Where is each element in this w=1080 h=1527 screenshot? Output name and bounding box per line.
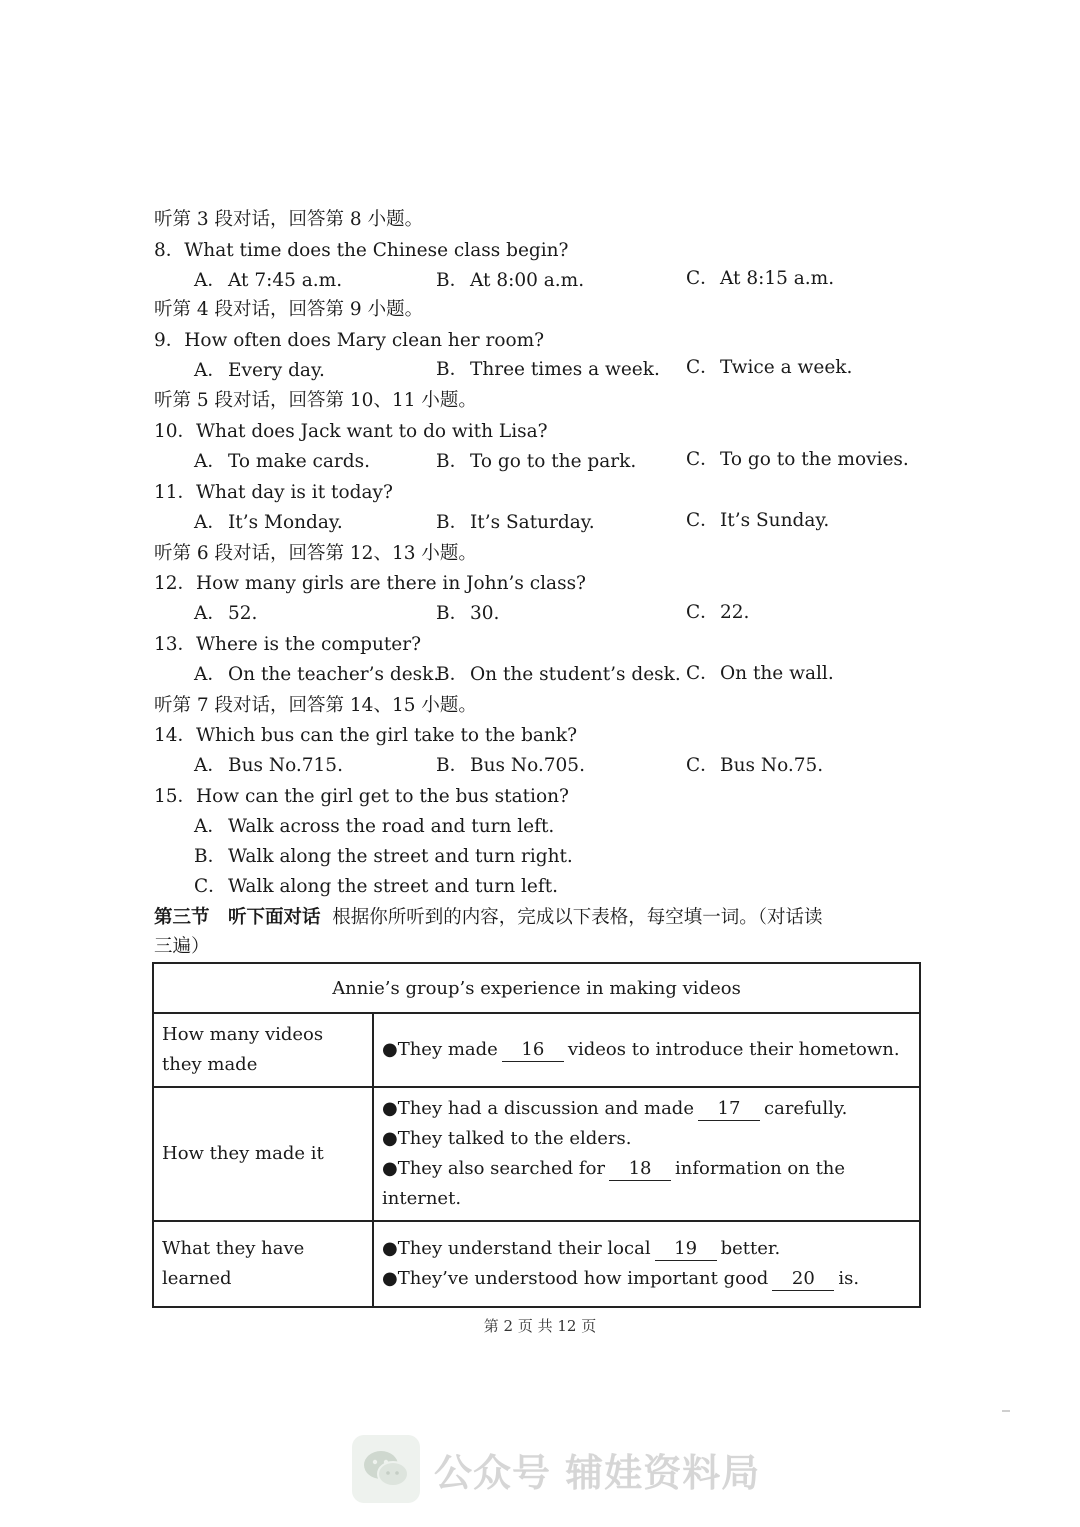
how-made-line-2: ●They talked to the elders. xyxy=(382,1128,632,1149)
question-10: 10．What does Jack want to do with Lisa? xyxy=(154,421,548,442)
part-3-heading xyxy=(154,906,823,930)
answer-blank-19[interactable]: 19 xyxy=(655,1238,717,1261)
row-label-learned: What they have learned xyxy=(153,1221,373,1307)
wechat-icon xyxy=(352,1435,420,1503)
question-14: 14．Which bus can the girl take to the bank? xyxy=(154,725,577,746)
question-8: 8．What time does the Chinese class begin? xyxy=(154,240,569,261)
answer-blank-18[interactable]: 18 xyxy=(609,1158,671,1181)
question-12: 12．How many girls are there in John’s class? xyxy=(154,573,586,594)
q14-option-a: A． Bus No.715. xyxy=(194,755,343,776)
q13-option-c: C．On the wall. xyxy=(686,663,834,684)
row-label-how-made: How they made it xyxy=(153,1087,373,1221)
q14-option-c: C．Bus No.75. xyxy=(686,755,824,776)
q14-option-b: B． Bus No.705. xyxy=(436,755,585,776)
question-9: 9．How often does Mary clean her room? xyxy=(154,330,545,351)
section-4-instruction: 听第 4 段对话，回答第 9 小题。 xyxy=(154,299,424,320)
q12-option-c: C．22. xyxy=(686,602,750,623)
q13-option-a: A． On the teacher’s desk. xyxy=(194,664,440,685)
section-7-instruction: 听第 7 段对话，回答第 14、15 小题。 xyxy=(154,695,477,716)
answer-blank-20[interactable]: 20 xyxy=(772,1268,834,1291)
section-6-instruction: 听第 6 段对话，回答第 12、13 小题。 xyxy=(154,543,477,564)
part-3-instruction: 根据你所听到的内容，完成以下表格，每空填一词。（对话读 xyxy=(332,907,823,928)
q10-option-a: A． To make cards. xyxy=(194,451,370,472)
q8-option-c: C．At 8:15 a.m. xyxy=(686,268,835,289)
table-header: Annie’s group’s experience in making videos xyxy=(153,963,920,1013)
q9-option-a: A． Every day. xyxy=(194,360,325,381)
how-made-line-1: ●They had a discussion and made 17 carefully. xyxy=(382,1098,848,1119)
section-3-instruction: 听第 3 段对话，回答第 8 小题。 xyxy=(154,209,424,230)
section-5-instruction: 听第 5 段对话，回答第 10、11 小题。 xyxy=(154,390,477,411)
page-number: 第 2 页 共 12 页 xyxy=(483,1317,597,1335)
q10-option-c: C．To go to the movies. xyxy=(686,449,909,470)
answer-blank-17[interactable]: 17 xyxy=(698,1098,760,1121)
question-15: 15．How can the girl get to the bus station? xyxy=(154,786,569,807)
q11-option-a: A． It’s Monday. xyxy=(194,512,343,533)
question-13: 13．Where is the computer? xyxy=(154,634,422,655)
q12-option-b: B． 30. xyxy=(436,603,500,624)
how-made-line-3: ●They also searched for 18 information on the internet. xyxy=(382,1158,846,1209)
q13-option-b: B． On the student’s desk. xyxy=(436,664,681,685)
q9-option-c: C．Twice a week. xyxy=(686,357,853,378)
scan-mark xyxy=(1002,1410,1010,1412)
row-label-videos: How many videos they made xyxy=(153,1013,373,1087)
q11-option-b: B． It’s Saturday. xyxy=(436,512,595,533)
row-content-learned xyxy=(373,1221,920,1307)
row-content-videos: ●They made 16 videos to introduce their hometown. xyxy=(373,1013,920,1087)
q15-option-a: A． Walk across the road and turn left. xyxy=(194,816,555,837)
q11-option-c: C．It’s Sunday. xyxy=(686,510,830,531)
experience-table xyxy=(152,962,921,1308)
row-content-how-made xyxy=(373,1087,920,1221)
question-11: 11．What day is it today? xyxy=(154,482,393,503)
q8-option-b: B． At 8:00 a.m. xyxy=(436,270,585,291)
q10-option-b: B． To go to the park. xyxy=(436,451,637,472)
learned-line-1: ●They understand their local 19 better. xyxy=(382,1238,781,1259)
answer-blank-16[interactable]: 16 xyxy=(502,1039,564,1062)
q15-option-b: B． Walk along the street and turn right. xyxy=(194,846,573,867)
learned-line-2: ●They’ve understood how important good 20 is. xyxy=(382,1268,860,1289)
q9-option-b: B． Three times a week. xyxy=(436,359,660,380)
q8-option-a: A． At 7:45 a.m. xyxy=(194,270,343,291)
q12-option-a: A． 52. xyxy=(194,603,258,624)
part-3-instruction-cont: 三遍） xyxy=(154,936,210,957)
q15-option-c: C．Walk along the street and turn left. xyxy=(194,876,559,897)
watermark-text: 公众号 辅娃资料局 xyxy=(434,1450,761,1495)
watermark xyxy=(352,1435,760,1503)
part-3-title: 第三节 听下面对话 xyxy=(154,907,321,928)
